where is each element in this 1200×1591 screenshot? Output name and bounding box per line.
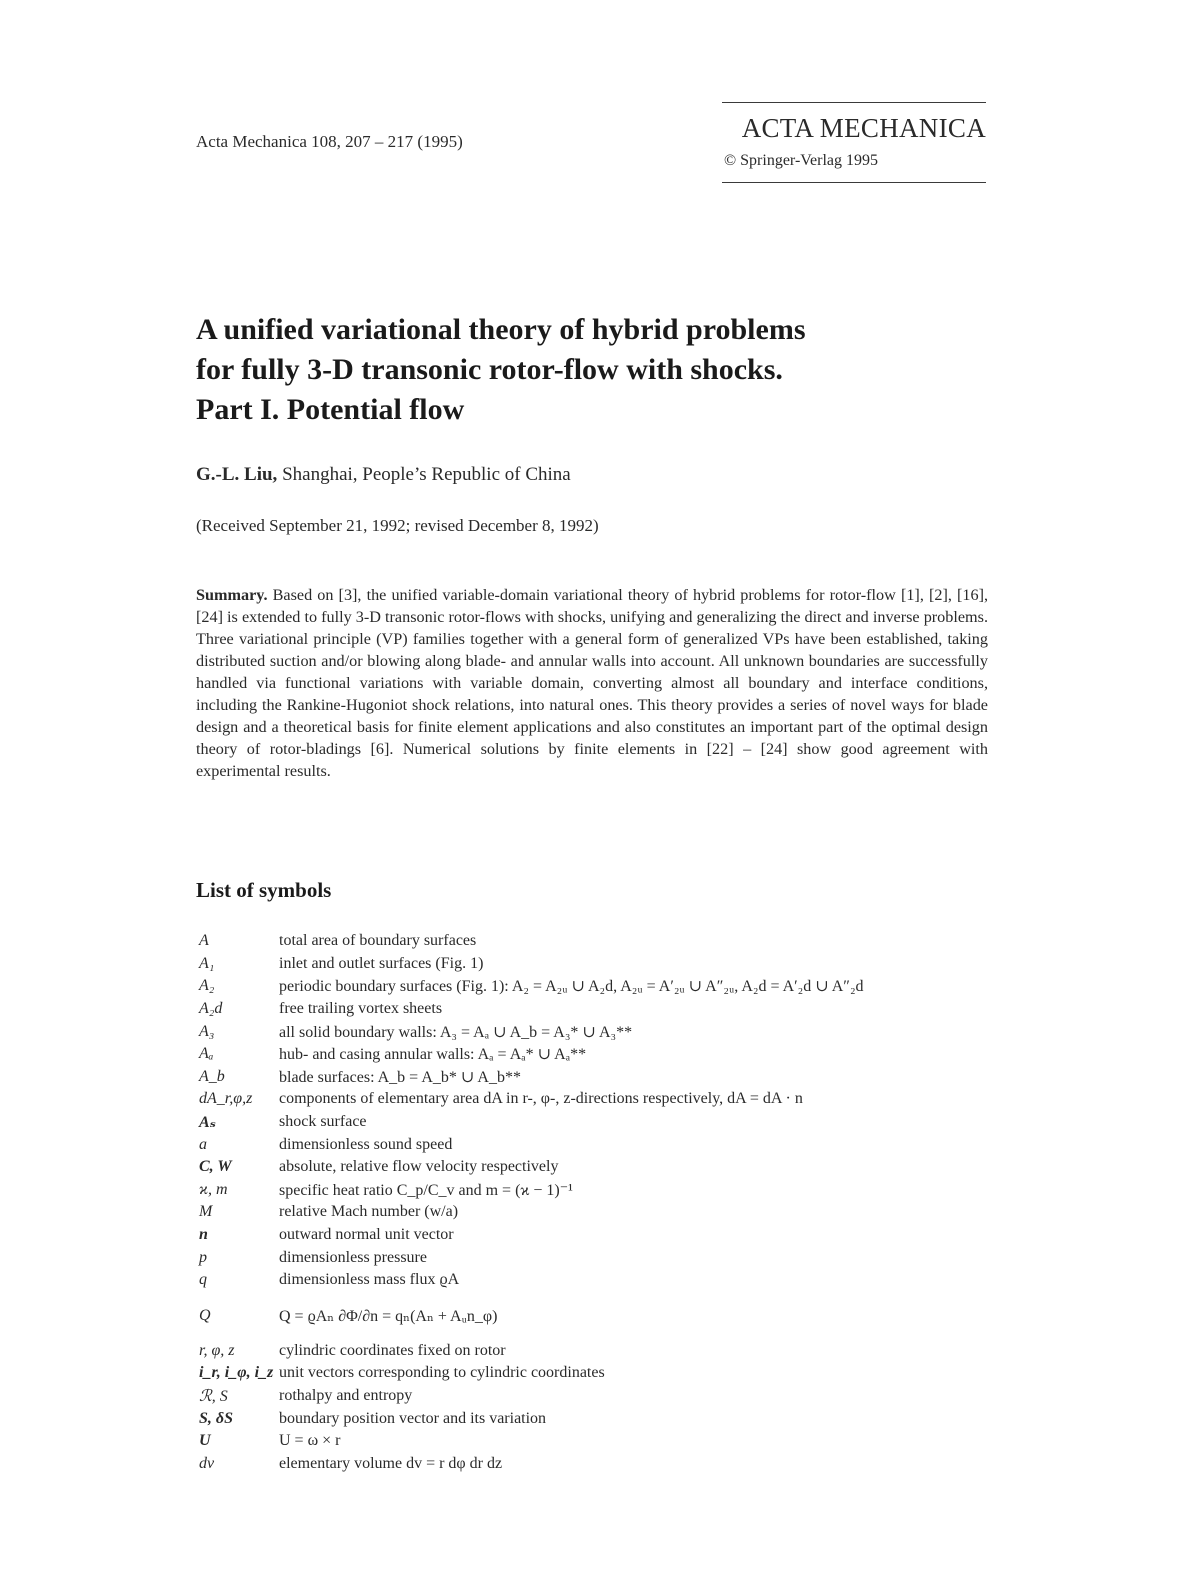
symbol-description: total area of boundary surfaces [279,932,477,950]
author-name: G.-L. Liu, [196,464,278,485]
symbol: dv [199,1454,215,1472]
symbol-description: shock surface [279,1113,367,1131]
symbol-description: dimensionless sound speed [279,1135,453,1153]
symbol: M [199,1203,213,1221]
symbol: a [199,1135,207,1153]
title-line-1: A unified variational theory of hybrid problems [196,313,806,346]
symbol: ϰ, m [199,1180,228,1198]
symbols-table [199,930,999,1475]
symbol: n [199,1226,208,1244]
symbol: A₂d [199,1000,223,1018]
symbol: q [199,1271,207,1289]
symbol-description: outward normal unit vector [279,1226,454,1244]
symbol: A₂ [199,977,215,995]
symbol-row [199,1292,999,1340]
symbol-row [199,1111,999,1134]
masthead-bottom-rule [722,182,986,183]
symbol: Q [199,1306,211,1324]
symbol-description: boundary position vector and its variation [279,1409,547,1427]
symbol-row [199,1224,999,1247]
symbol-row [199,1066,999,1089]
masthead-top-rule [722,102,986,103]
author-line [196,464,571,486]
symbol-description: dimensionless pressure [279,1248,427,1266]
symbol-description: elementary volume dv = r dφ dr dz [279,1454,503,1472]
journal-name: ACTA MECHANICA [741,113,986,143]
summary-label: Summary. [196,586,268,604]
symbol-description: blade surfaces: A_b = A_b* ∪ A_b** [279,1068,521,1086]
symbol-description: U = ω × r [279,1432,341,1450]
received-dates: (Received September 21, 1992; revised December 8, 1992) [196,516,599,535]
symbol-description: components of elementary area dA in r-, φ-, z-directions respectively, dA = dA · n [279,1090,803,1108]
title-line-3: Part I. Potential flow [196,393,465,426]
symbol-description: periodic boundary surfaces (Fig. 1): A₂ = A₂ᵤ ∪ A₂d, A₂ᵤ = A′₂ᵤ ∪ A″₂ᵤ, A₂d = A′₂d ∪ A″₂d [279,978,864,996]
symbol-description: relative Mach number (w/a) [279,1203,459,1221]
symbol-row [199,1269,999,1292]
journal-masthead [722,102,986,183]
symbol: ℛ, S [199,1387,228,1405]
symbol: S, δS [199,1409,233,1427]
symbol-description: free trailing vortex sheets [279,1000,443,1018]
summary-text: Based on [3], the unified variable-domain variational theory of hybrid problems for rotor-flow [1], [2], [16], [24] is extended to fully 3-D transonic rotor-flows with shocks, unifying and generalizing the direct and inverse problems. Three variational principle (VP) families together with a general form of generalized VPs have been established, taking distributed suction and/or blowing along blade- and annular walls into account. All unknown boundaries are successfully handled via functional variations with variable domain, converting almost all boundary and interface conditions, including the Rankine-Hugoniot shock relations, into natural ones. This theory provides a series of novel ways for blade design and a theoretical basis for finite element applications and also constitutes an important part of the optimal design theory of rotor-bladings [6]. Numerical solutions by finite elements in [22] – [24] show good agreement with experimental results. [196,586,989,780]
symbol-row [199,1362,999,1385]
symbol-row [199,953,999,976]
symbol: r, φ, z [199,1341,235,1359]
symbol: A [199,932,209,950]
title-line-2: for fully 3-D transonic rotor-flow with shocks. [196,353,783,386]
symbol-row [199,1133,999,1156]
symbol: A_b [199,1067,225,1085]
symbol-row [199,1179,999,1202]
symbol: A₃ [199,1022,215,1040]
symbol: dA_r,φ,z [199,1090,253,1108]
symbol-description: inlet and outlet surfaces (Fig. 1) [279,954,484,972]
symbol: C, W [199,1158,232,1176]
symbol-row [199,930,999,953]
symbol-description: Q = ϱAₙ ∂Φ/∂n = qₙ(Aₙ + Aᵤn_φ) [279,1307,498,1325]
symbol: Aₛ [199,1114,216,1132]
symbol-row [199,1201,999,1224]
symbol-description: absolute, relative flow velocity respectively [279,1158,559,1176]
symbol-row [199,998,999,1021]
symbol-description: dimensionless mass flux ϱA [279,1271,460,1289]
symbol-description: hub- and casing annular walls: Aₐ = Aₐ* ∪ Aₐ** [279,1046,587,1064]
symbol-description: unit vectors corresponding to cylindric coordinates [279,1364,605,1382]
symbol-row [199,1020,999,1043]
author-affiliation: Shanghai, People’s Republic of China [282,464,571,485]
symbol-row [199,1340,999,1363]
symbol-description: rothalpy and entropy [279,1386,413,1404]
symbol-description: cylindric coordinates fixed on rotor [279,1341,506,1359]
symbol-row [199,1043,999,1066]
symbol-description: specific heat ratio C_p/C_v and m = (ϰ − 1)⁻¹ [279,1181,573,1199]
symbol: p [199,1248,207,1266]
symbol-row [199,975,999,998]
symbol: Aₐ [199,1045,214,1063]
journal-citation: Acta Mechanica 108, 207 – 217 (1995) [196,132,463,151]
symbol: A₁ [199,954,215,972]
symbol: U [199,1432,211,1450]
symbol-row [199,1452,999,1475]
symbol-row [199,1246,999,1269]
symbol: i_r, i_φ, i_z [199,1364,274,1382]
symbols-heading: List of symbols [196,878,332,902]
symbol-description: all solid boundary walls: A₃ = Aₐ ∪ A_b = A₃* ∪ A₃** [279,1023,633,1041]
copyright-notice: © Springer-Verlag 1995 [724,152,879,169]
symbol-row [199,1088,999,1111]
symbol-row [199,1385,999,1408]
symbol-row [199,1430,999,1453]
paper-title [196,310,1016,430]
summary-paragraph [196,584,988,782]
symbol-row [199,1156,999,1179]
symbol-row [199,1407,999,1430]
